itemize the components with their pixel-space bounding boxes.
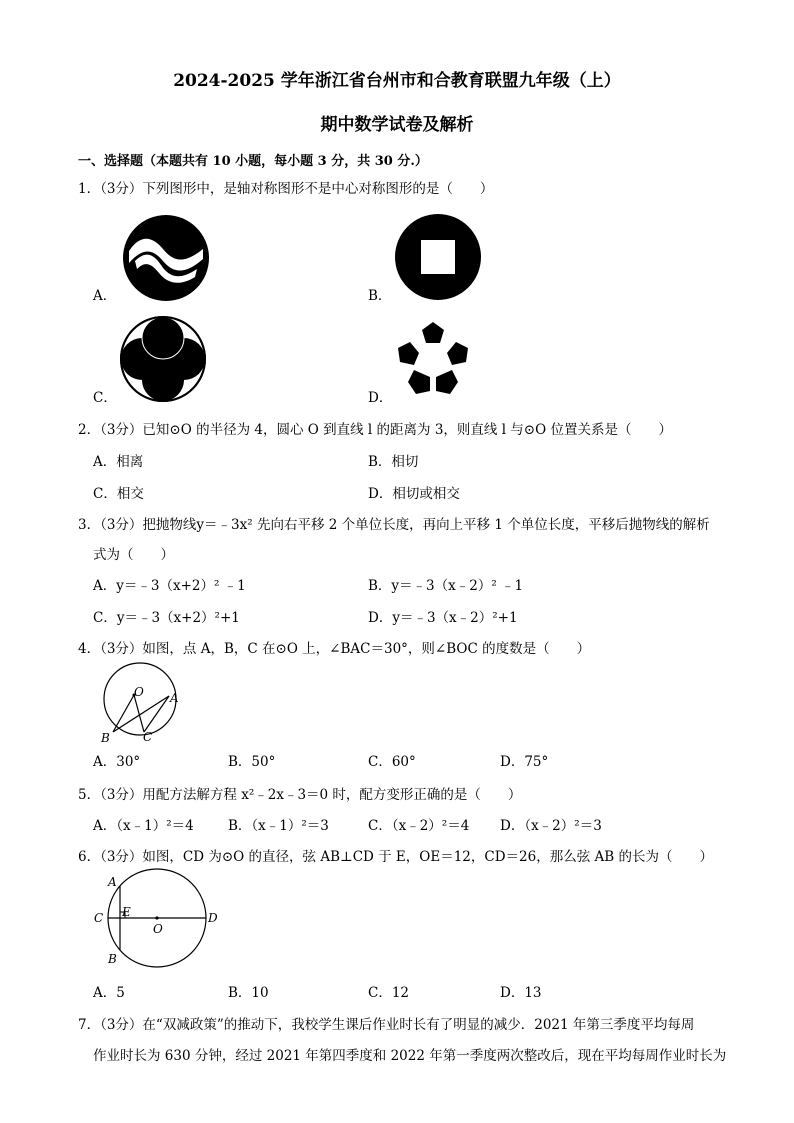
q5-option-a: A．（x﹣1）²＝4 — [93, 818, 194, 834]
q1-option-c-label: C． — [93, 390, 117, 406]
q6-label-d: D — [208, 911, 218, 925]
q1-stem: 1．（3分）下列图形中，是轴对称图形不是中心对称图形的是（ ） — [78, 181, 494, 197]
title-line-2: 期中数学试卷及解析 — [320, 115, 474, 135]
q2-option-b: B．相切 — [368, 454, 419, 470]
section-header: 一、选择题（本题共有 10 小题，每小题 3 分，共 30 分.） — [78, 154, 428, 169]
q1-option-a-label: A． — [93, 288, 117, 304]
q3-stem-line1: 3．（3分）把抛物线y＝﹣3x² 先向右平移 2 个单位长度，再向上平移 1 个单位长度，平移后抛物线的解析 — [78, 517, 710, 533]
q5-stem: 5．（3分）用配方法解方程 x²﹣2x﹣3＝0 时，配方变形正确的是（ ） — [78, 787, 522, 803]
q1-figure-d — [396, 320, 470, 396]
q3-option-a: A．y＝﹣3（x+2）² ﹣1 — [93, 578, 246, 594]
q4-option-b: B．50° — [228, 754, 276, 770]
q6-label-a: A — [108, 875, 117, 889]
q4-option-c: C．60° — [368, 754, 416, 770]
q6-label-e: E — [122, 905, 131, 919]
q1-option-d-label: D． — [368, 390, 393, 406]
q6-label-b: B — [108, 952, 117, 966]
q6-option-b: B．10 — [228, 985, 269, 1001]
q5-option-b: B．（x﹣1）²＝3 — [228, 818, 329, 834]
q6-label-c: C — [94, 911, 104, 925]
q6-label-o: O — [153, 922, 163, 936]
q1-figure-c — [120, 316, 206, 402]
q4-label-a: A — [170, 691, 179, 705]
q4-option-a: A．30° — [93, 754, 141, 770]
q2-option-c: C．相交 — [93, 486, 144, 502]
q3-option-c: C．y＝﹣3（x+2）²+1 — [93, 610, 240, 626]
q3-option-d: D．y＝﹣3（x﹣2）²+1 — [368, 610, 518, 626]
q1-figure-b — [395, 214, 481, 300]
q4-option-d: D．75° — [500, 754, 549, 770]
q3-stem-line2: 式为（ ） — [93, 547, 174, 563]
q3-option-b: B．y＝﹣3（x﹣2）² ﹣1 — [368, 578, 524, 594]
q4-stem: 4．（3分）如图，点 A，B，C 在⊙O 上，∠BAC＝30°，则∠BOC 的度数是（ ） — [78, 641, 591, 657]
q6-option-c: C．12 — [368, 985, 410, 1001]
q7-line2: 作业时长为 630 分钟，经过 2021 年第四季度和 2022 年第一季度两次整改后，现在平均每周作业时长为 — [93, 1048, 727, 1064]
q6-option-d: D．13 — [500, 985, 542, 1001]
q6-stem: 6．（3分）如图，CD 为⊙O 的直径，弦 AB⊥CD 于 E，OE＝12，CD＝26，那么弦 AB 的长为（ ） — [78, 849, 713, 865]
q4-figure — [90, 662, 190, 744]
q4-label-c: C — [143, 730, 153, 744]
q2-option-a: A．相离 — [93, 454, 144, 470]
q6-option-a: A．5 — [93, 985, 125, 1001]
q1-option-b-label: B． — [368, 288, 392, 304]
q2-option-d: D．相切或相交 — [368, 486, 460, 502]
q1-figure-a — [123, 215, 209, 301]
q6-figure — [90, 870, 225, 970]
q4-label-b: B — [101, 731, 110, 745]
title-line-1: 2024-2025 学年浙江省台州市和合教育联盟九年级（上） — [173, 71, 621, 91]
q7-line1: 7．（3分）在“双减政策”的推动下，我校学生课后作业时长有了明显的减少．2021 年第三季度平均每周 — [78, 1017, 695, 1033]
q5-option-d: D．（x﹣2）²＝3 — [500, 818, 602, 834]
q5-option-c: C．（x﹣2）²＝4 — [368, 818, 470, 834]
q2-stem: 2．（3分）已知⊙O 的半径为 4，圆心 O 到直线 l 的距离为 3，则直线 l 与⊙O 位置关系是（ ） — [78, 422, 672, 438]
q4-label-o: O — [134, 685, 144, 699]
